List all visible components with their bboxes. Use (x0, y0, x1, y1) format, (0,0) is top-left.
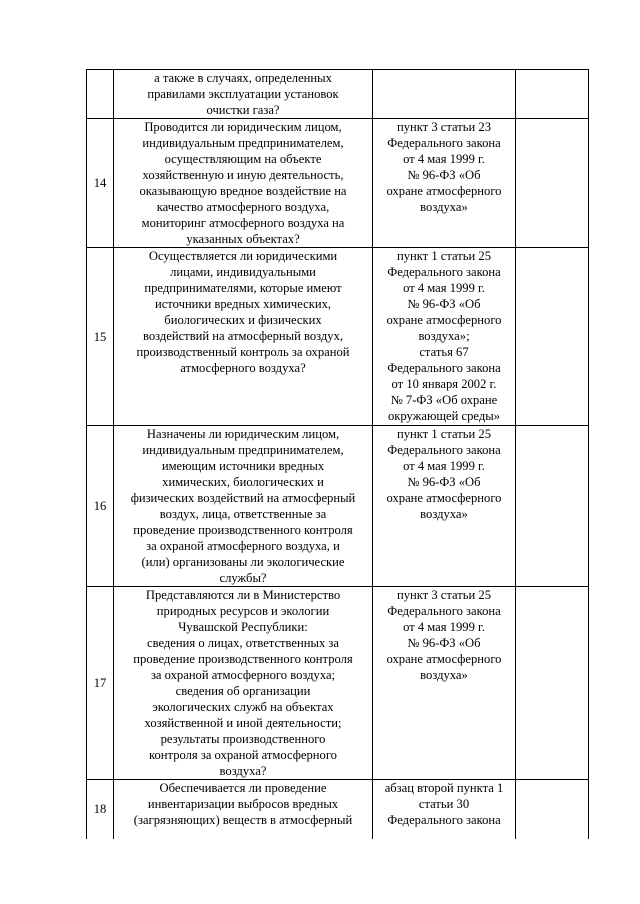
reference-line: от 4 мая 1999 г. (403, 620, 485, 634)
legal-reference (373, 119, 516, 248)
question-line: производственный контроль за охраной (136, 345, 350, 359)
reference-line: охране атмосферного (386, 313, 502, 327)
question-line: а также в случаях, определенных (154, 71, 332, 85)
requirement-question (114, 70, 373, 119)
question-line: Назначены ли юридическим лицом, (146, 427, 340, 441)
question-line: лицами, индивидуальными (170, 265, 316, 279)
requirements-table (86, 69, 589, 839)
question-line: Проводится ли юридическим лицом, (144, 120, 342, 134)
answer-cell (516, 70, 589, 119)
reference-line: № 96-ФЗ «Об (407, 636, 481, 650)
legal-reference (373, 780, 516, 839)
question-line: химических, биологических и (162, 475, 324, 489)
reference-line: Федерального закона (387, 604, 501, 618)
question-line: очистки газа? (206, 103, 280, 117)
question-line: оказывающую вредное воздействие на (139, 184, 347, 198)
question-line: мониторинг атмосферного воздуха на (141, 216, 345, 230)
question-line: Осуществляется ли юридическими (148, 249, 338, 263)
reference-line: № 96-ФЗ «Об (407, 297, 481, 311)
table-row (87, 780, 589, 839)
requirement-question (114, 248, 373, 426)
row-number: 16 (87, 426, 114, 587)
question-line: индивидуальным предпринимателем, (142, 136, 344, 150)
question-line: проведение производственного контроля (133, 523, 353, 537)
reference-line: пункт 1 статьи 25 (396, 249, 492, 263)
question-line: указанных объектах? (186, 232, 300, 246)
answer-cell (516, 426, 589, 587)
table-row (87, 248, 589, 426)
reference-line: воздуха»; (418, 329, 470, 343)
question-line: Обеспечивается ли проведение (159, 781, 327, 795)
reference-line: воздуха» (420, 200, 468, 214)
reference-line: охране атмосферного (386, 652, 502, 666)
reference-line: охране атмосферного (386, 491, 502, 505)
reference-line: от 10 января 2002 г. (391, 377, 497, 391)
question-line: Чувашской Республики: (178, 620, 308, 634)
reference-line: Федерального закона (387, 136, 501, 150)
reference-line: охране атмосферного (386, 184, 502, 198)
reference-line: Федерального закона (387, 813, 501, 827)
question-line: сведения об организации (175, 684, 311, 698)
reference-line: Федерального закона (387, 361, 501, 375)
reference-line: Федерального закона (387, 443, 501, 457)
question-line: за охраной атмосферного воздуха, и (146, 539, 340, 553)
reference-line: от 4 мая 1999 г. (403, 459, 485, 473)
reference-line: пункт 3 статьи 25 (396, 588, 492, 602)
row-number: 14 (87, 119, 114, 248)
question-line: воздействий на атмосферный воздух, (142, 329, 344, 343)
question-line: экологических служб на объектах (152, 700, 334, 714)
legal-reference (373, 587, 516, 780)
question-line: качество атмосферного воздуха, (156, 200, 330, 214)
reference-line: от 4 мая 1999 г. (403, 281, 485, 295)
question-line: проведение производственного контроля (133, 652, 353, 666)
reference-line: статьи 30 (418, 797, 470, 811)
reference-line: от 4 мая 1999 г. (403, 152, 485, 166)
question-line: воздух, лица, ответственные за (159, 507, 327, 521)
question-line: хозяйственную и иную деятельность, (142, 168, 344, 182)
table-row (87, 426, 589, 587)
requirement-question (114, 119, 373, 248)
question-line: сведения о лицах, ответственных за (147, 636, 339, 650)
question-line: предпринимателями, которые имеют (144, 281, 342, 295)
question-line: (загрязняющих) веществ в атмосферный (133, 813, 353, 827)
question-line: физических воздействий на атмосферный (130, 491, 356, 505)
answer-cell (516, 248, 589, 426)
reference-line: № 96-ФЗ «Об (407, 168, 481, 182)
requirement-question (114, 780, 373, 839)
question-line: результаты производственного (160, 732, 326, 746)
legal-reference (373, 426, 516, 587)
answer-cell (516, 119, 589, 248)
question-line: воздуха? (219, 764, 267, 778)
question-line: за охраной атмосферного воздуха; (150, 668, 336, 682)
question-line: источники вредных химических, (154, 297, 332, 311)
table-row (87, 70, 589, 119)
row-number (87, 70, 114, 119)
requirement-question (114, 426, 373, 587)
question-line: контроля за охраной атмосферного (149, 748, 337, 762)
question-line: осуществляющим на объекте (164, 152, 322, 166)
answer-cell (516, 587, 589, 780)
row-number: 17 (87, 587, 114, 780)
question-line: индивидуальным предпринимателем, (142, 443, 344, 457)
reference-line: окружающей среды» (387, 409, 501, 423)
reference-line: пункт 3 статьи 23 (396, 120, 492, 134)
question-line: природных ресурсов и экологии (156, 604, 330, 618)
question-line: биологических и физических (164, 313, 322, 327)
reference-line: абзац второй пункта 1 (384, 781, 504, 795)
requirement-question (114, 587, 373, 780)
table-row (87, 587, 589, 780)
question-line: хозяйственной и иной деятельности; (144, 716, 342, 730)
legal-reference (373, 248, 516, 426)
reference-line: пункт 1 статьи 25 (396, 427, 492, 441)
legal-reference (373, 70, 516, 119)
reference-line: воздуха» (420, 668, 468, 682)
answer-cell (516, 780, 589, 839)
question-line: службы? (219, 571, 267, 585)
reference-line: Федерального закона (387, 265, 501, 279)
reference-line: воздуха» (420, 507, 468, 521)
requirements-table-body (87, 70, 589, 839)
reference-line: № 96-ФЗ «Об (407, 475, 481, 489)
table-row (87, 119, 589, 248)
row-number: 18 (87, 780, 114, 839)
row-number: 15 (87, 248, 114, 426)
question-line: (или) организованы ли экологические (141, 555, 345, 569)
question-line: атмосферного воздуха? (180, 361, 306, 375)
reference-line: № 7-ФЗ «Об охране (390, 393, 498, 407)
reference-line: статья 67 (419, 345, 469, 359)
question-line: Представляются ли в Министерство (145, 588, 341, 602)
question-line: имеющим источники вредных (161, 459, 325, 473)
question-line: правилами эксплуатации установок (147, 87, 339, 101)
question-line: инвентаризации выбросов вредных (147, 797, 339, 811)
